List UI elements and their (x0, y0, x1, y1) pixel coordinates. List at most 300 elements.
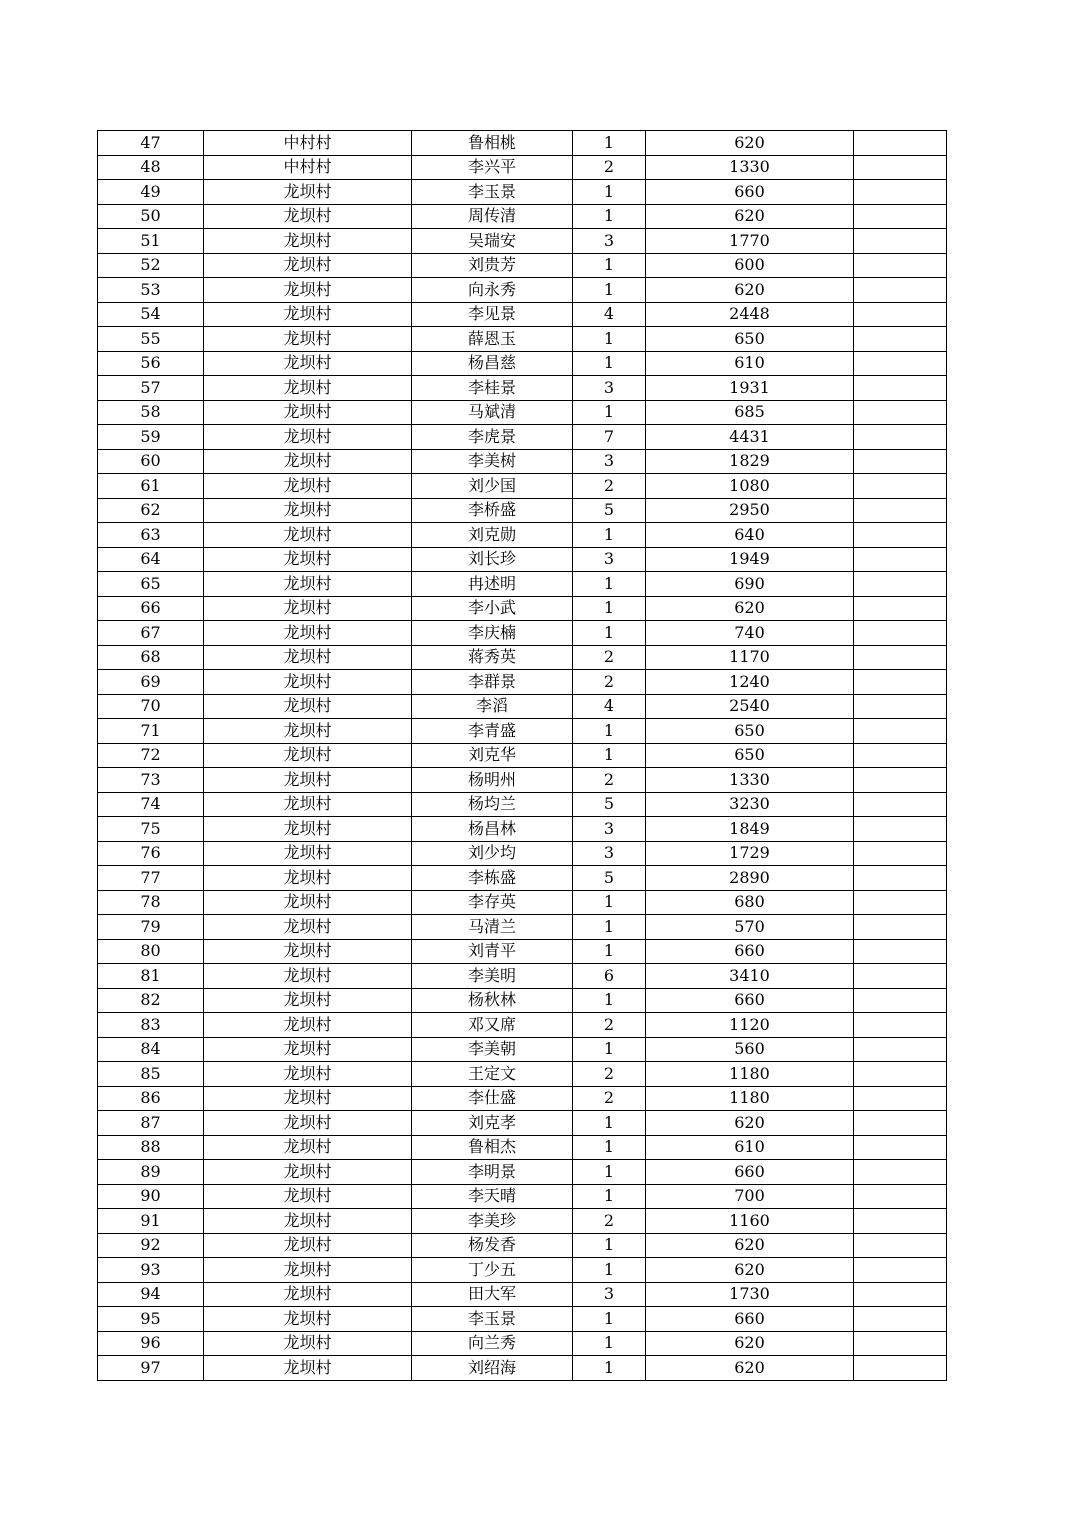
table-row (98, 939, 947, 964)
table-row (98, 400, 947, 425)
household-count-cell: 1 (573, 204, 646, 229)
note-cell (854, 694, 947, 719)
amount-cell: 2890 (646, 866, 854, 891)
amount-cell: 2448 (646, 302, 854, 327)
name-cell: 李兴平 (412, 155, 573, 180)
village-cell: 龙坝村 (204, 302, 412, 327)
village-cell: 龙坝村 (204, 719, 412, 744)
name-cell: 王定文 (412, 1062, 573, 1087)
village-cell: 龙坝村 (204, 694, 412, 719)
amount-cell: 1240 (646, 670, 854, 695)
row-number-cell: 80 (98, 939, 204, 964)
note-cell (854, 817, 947, 842)
village-cell: 龙坝村 (204, 498, 412, 523)
village-cell: 龙坝村 (204, 1258, 412, 1283)
name-cell: 杨明州 (412, 768, 573, 793)
row-number-cell: 74 (98, 792, 204, 817)
village-cell: 龙坝村 (204, 645, 412, 670)
village-cell: 龙坝村 (204, 768, 412, 793)
household-count-cell: 2 (573, 645, 646, 670)
name-cell: 吴瑞安 (412, 229, 573, 254)
row-number-cell: 64 (98, 547, 204, 572)
village-cell: 龙坝村 (204, 915, 412, 940)
household-count-cell: 4 (573, 302, 646, 327)
note-cell (854, 229, 947, 254)
row-number-cell: 73 (98, 768, 204, 793)
household-count-cell: 6 (573, 964, 646, 989)
row-number-cell: 87 (98, 1111, 204, 1136)
table-row (98, 547, 947, 572)
household-count-cell: 3 (573, 229, 646, 254)
table-row (98, 719, 947, 744)
amount-cell: 610 (646, 1135, 854, 1160)
note-cell (854, 1013, 947, 1038)
village-cell: 龙坝村 (204, 547, 412, 572)
village-cell: 龙坝村 (204, 939, 412, 964)
name-cell: 蒋秀英 (412, 645, 573, 670)
row-number-cell: 88 (98, 1135, 204, 1160)
note-cell (854, 915, 947, 940)
note-cell (854, 1307, 947, 1332)
household-count-cell: 2 (573, 1062, 646, 1087)
note-cell (854, 278, 947, 303)
village-cell: 龙坝村 (204, 1233, 412, 1258)
amount-cell: 620 (646, 596, 854, 621)
amount-cell: 620 (646, 1356, 854, 1381)
note-cell (854, 890, 947, 915)
amount-cell: 650 (646, 719, 854, 744)
amount-cell: 680 (646, 890, 854, 915)
row-number-cell: 68 (98, 645, 204, 670)
table-row (98, 743, 947, 768)
table-row (98, 278, 947, 303)
row-number-cell: 63 (98, 523, 204, 548)
village-cell: 龙坝村 (204, 400, 412, 425)
village-cell: 龙坝村 (204, 253, 412, 278)
name-cell: 邓又席 (412, 1013, 573, 1038)
table-row (98, 425, 947, 450)
note-cell (854, 1233, 947, 1258)
table-row (98, 792, 947, 817)
village-cell: 龙坝村 (204, 376, 412, 401)
amount-cell: 2540 (646, 694, 854, 719)
name-cell: 向永秀 (412, 278, 573, 303)
row-number-cell: 90 (98, 1184, 204, 1209)
row-number-cell: 69 (98, 670, 204, 695)
note-cell (854, 866, 947, 891)
name-cell: 刘青平 (412, 939, 573, 964)
table-row (98, 1233, 947, 1258)
amount-cell: 660 (646, 1160, 854, 1185)
amount-cell: 650 (646, 743, 854, 768)
household-count-cell: 1 (573, 1184, 646, 1209)
amount-cell: 740 (646, 621, 854, 646)
village-cell: 龙坝村 (204, 817, 412, 842)
name-cell: 李见景 (412, 302, 573, 327)
table-row (98, 498, 947, 523)
amount-cell: 620 (646, 278, 854, 303)
household-count-cell: 2 (573, 1013, 646, 1038)
household-count-cell: 1 (573, 1135, 646, 1160)
amount-cell: 560 (646, 1037, 854, 1062)
name-cell: 李存英 (412, 890, 573, 915)
row-number-cell: 70 (98, 694, 204, 719)
name-cell: 刘克勋 (412, 523, 573, 548)
table-row (98, 1331, 947, 1356)
household-count-cell: 1 (573, 131, 646, 156)
table-row (98, 253, 947, 278)
note-cell (854, 1258, 947, 1283)
row-number-cell: 49 (98, 180, 204, 205)
village-cell: 龙坝村 (204, 670, 412, 695)
table-row (98, 1160, 947, 1185)
table-row (98, 474, 947, 499)
row-number-cell: 82 (98, 988, 204, 1013)
household-count-cell: 1 (573, 596, 646, 621)
note-cell (854, 719, 947, 744)
name-cell: 李桂景 (412, 376, 573, 401)
village-cell: 龙坝村 (204, 1282, 412, 1307)
table-row (98, 988, 947, 1013)
amount-cell: 640 (646, 523, 854, 548)
amount-cell: 660 (646, 1307, 854, 1332)
row-number-cell: 62 (98, 498, 204, 523)
household-count-cell: 3 (573, 547, 646, 572)
amount-cell: 620 (646, 1111, 854, 1136)
village-cell: 龙坝村 (204, 792, 412, 817)
note-cell (854, 670, 947, 695)
table-row (98, 1307, 947, 1332)
household-count-cell: 5 (573, 866, 646, 891)
household-count-cell: 1 (573, 180, 646, 205)
table-row (98, 351, 947, 376)
note-cell (854, 939, 947, 964)
village-cell: 龙坝村 (204, 351, 412, 376)
village-cell: 龙坝村 (204, 1356, 412, 1381)
village-cell: 龙坝村 (204, 841, 412, 866)
amount-cell: 1949 (646, 547, 854, 572)
row-number-cell: 52 (98, 253, 204, 278)
table-row (98, 890, 947, 915)
note-cell (854, 449, 947, 474)
note-cell (854, 1037, 947, 1062)
row-number-cell: 67 (98, 621, 204, 646)
note-cell (854, 743, 947, 768)
note-cell (854, 351, 947, 376)
row-number-cell: 61 (98, 474, 204, 499)
note-cell (854, 988, 947, 1013)
row-number-cell: 54 (98, 302, 204, 327)
table-row (98, 1356, 947, 1381)
name-cell: 李仕盛 (412, 1086, 573, 1111)
household-count-cell: 1 (573, 1258, 646, 1283)
note-cell (854, 498, 947, 523)
row-number-cell: 83 (98, 1013, 204, 1038)
village-cell: 龙坝村 (204, 890, 412, 915)
note-cell (854, 474, 947, 499)
village-cell: 龙坝村 (204, 449, 412, 474)
household-count-cell: 1 (573, 351, 646, 376)
name-cell: 李滔 (412, 694, 573, 719)
household-count-cell: 2 (573, 474, 646, 499)
amount-cell: 685 (646, 400, 854, 425)
name-cell: 刘少均 (412, 841, 573, 866)
name-cell: 鲁相杰 (412, 1135, 573, 1160)
amount-cell: 3410 (646, 964, 854, 989)
name-cell: 刘长珍 (412, 547, 573, 572)
table-row (98, 964, 947, 989)
name-cell: 马斌清 (412, 400, 573, 425)
household-count-cell: 1 (573, 1331, 646, 1356)
household-count-cell: 1 (573, 939, 646, 964)
note-cell (854, 547, 947, 572)
amount-cell: 1180 (646, 1062, 854, 1087)
amount-cell: 690 (646, 572, 854, 597)
amount-cell: 2950 (646, 498, 854, 523)
row-number-cell: 57 (98, 376, 204, 401)
name-cell: 李桥盛 (412, 498, 573, 523)
table-row (98, 1209, 947, 1234)
village-cell: 龙坝村 (204, 1037, 412, 1062)
household-count-cell: 1 (573, 1307, 646, 1332)
amount-cell: 660 (646, 988, 854, 1013)
row-number-cell: 95 (98, 1307, 204, 1332)
name-cell: 杨均兰 (412, 792, 573, 817)
note-cell (854, 768, 947, 793)
row-number-cell: 71 (98, 719, 204, 744)
row-number-cell: 59 (98, 425, 204, 450)
name-cell: 刘克孝 (412, 1111, 573, 1136)
table-row (98, 645, 947, 670)
household-count-cell: 1 (573, 1111, 646, 1136)
table-row (98, 180, 947, 205)
household-count-cell: 1 (573, 278, 646, 303)
row-number-cell: 94 (98, 1282, 204, 1307)
name-cell: 薛恩玉 (412, 327, 573, 352)
note-cell (854, 400, 947, 425)
name-cell: 向兰秀 (412, 1331, 573, 1356)
name-cell: 李玉景 (412, 180, 573, 205)
table-row (98, 449, 947, 474)
table-row (98, 1013, 947, 1038)
name-cell: 李天晴 (412, 1184, 573, 1209)
amount-cell: 650 (646, 327, 854, 352)
household-count-cell: 1 (573, 621, 646, 646)
row-number-cell: 58 (98, 400, 204, 425)
village-cell: 龙坝村 (204, 278, 412, 303)
row-number-cell: 89 (98, 1160, 204, 1185)
table-row (98, 155, 947, 180)
row-number-cell: 85 (98, 1062, 204, 1087)
household-count-cell: 3 (573, 817, 646, 842)
note-cell (854, 1086, 947, 1111)
household-count-cell: 7 (573, 425, 646, 450)
note-cell (854, 253, 947, 278)
table-row (98, 327, 947, 352)
village-cell: 龙坝村 (204, 1111, 412, 1136)
name-cell: 冉述明 (412, 572, 573, 597)
village-cell: 龙坝村 (204, 204, 412, 229)
name-cell: 刘贵芳 (412, 253, 573, 278)
household-count-cell: 1 (573, 400, 646, 425)
table-row (98, 376, 947, 401)
note-cell (854, 131, 947, 156)
table-row (98, 866, 947, 891)
table-row (98, 1062, 947, 1087)
data-table (97, 130, 947, 1381)
name-cell: 杨秋林 (412, 988, 573, 1013)
household-count-cell: 1 (573, 890, 646, 915)
note-cell (854, 964, 947, 989)
household-count-cell: 2 (573, 1086, 646, 1111)
amount-cell: 3230 (646, 792, 854, 817)
name-cell: 李群景 (412, 670, 573, 695)
row-number-cell: 81 (98, 964, 204, 989)
note-cell (854, 621, 947, 646)
amount-cell: 1330 (646, 155, 854, 180)
amount-cell: 660 (646, 939, 854, 964)
household-count-cell: 2 (573, 768, 646, 793)
table-row (98, 694, 947, 719)
row-number-cell: 53 (98, 278, 204, 303)
name-cell: 李青盛 (412, 719, 573, 744)
household-count-cell: 2 (573, 155, 646, 180)
note-cell (854, 596, 947, 621)
note-cell (854, 425, 947, 450)
amount-cell: 1160 (646, 1209, 854, 1234)
table-row (98, 1282, 947, 1307)
village-cell: 龙坝村 (204, 964, 412, 989)
row-number-cell: 56 (98, 351, 204, 376)
village-cell: 龙坝村 (204, 1184, 412, 1209)
row-number-cell: 91 (98, 1209, 204, 1234)
household-count-cell: 2 (573, 1209, 646, 1234)
table-row (98, 768, 947, 793)
village-cell: 龙坝村 (204, 1013, 412, 1038)
amount-cell: 1330 (646, 768, 854, 793)
name-cell: 杨昌慈 (412, 351, 573, 376)
table-row (98, 1258, 947, 1283)
amount-cell: 1829 (646, 449, 854, 474)
name-cell: 李庆楠 (412, 621, 573, 646)
village-cell: 龙坝村 (204, 1062, 412, 1087)
note-cell (854, 572, 947, 597)
household-count-cell: 1 (573, 1160, 646, 1185)
name-cell: 鲁相桃 (412, 131, 573, 156)
note-cell (854, 302, 947, 327)
household-count-cell: 3 (573, 1282, 646, 1307)
row-number-cell: 84 (98, 1037, 204, 1062)
household-count-cell: 5 (573, 792, 646, 817)
note-cell (854, 523, 947, 548)
table-row (98, 131, 947, 156)
name-cell: 李明景 (412, 1160, 573, 1185)
village-cell: 龙坝村 (204, 523, 412, 548)
household-count-cell: 3 (573, 841, 646, 866)
amount-cell: 610 (646, 351, 854, 376)
row-number-cell: 66 (98, 596, 204, 621)
table-row (98, 670, 947, 695)
row-number-cell: 97 (98, 1356, 204, 1381)
name-cell: 丁少五 (412, 1258, 573, 1283)
row-number-cell: 96 (98, 1331, 204, 1356)
table-row (98, 229, 947, 254)
amount-cell: 620 (646, 131, 854, 156)
household-count-cell: 1 (573, 988, 646, 1013)
village-cell: 龙坝村 (204, 866, 412, 891)
village-cell: 龙坝村 (204, 1135, 412, 1160)
row-number-cell: 86 (98, 1086, 204, 1111)
row-number-cell: 79 (98, 915, 204, 940)
note-cell (854, 1062, 947, 1087)
village-cell: 龙坝村 (204, 596, 412, 621)
amount-cell: 600 (646, 253, 854, 278)
household-count-cell: 3 (573, 449, 646, 474)
amount-cell: 1729 (646, 841, 854, 866)
amount-cell: 1730 (646, 1282, 854, 1307)
name-cell: 杨发香 (412, 1233, 573, 1258)
village-cell: 中村村 (204, 131, 412, 156)
note-cell (854, 180, 947, 205)
name-cell: 周传清 (412, 204, 573, 229)
note-cell (854, 1209, 947, 1234)
row-number-cell: 92 (98, 1233, 204, 1258)
note-cell (854, 645, 947, 670)
village-cell: 龙坝村 (204, 229, 412, 254)
name-cell: 刘少国 (412, 474, 573, 499)
row-number-cell: 78 (98, 890, 204, 915)
amount-cell: 570 (646, 915, 854, 940)
name-cell: 刘克华 (412, 743, 573, 768)
table-row (98, 1086, 947, 1111)
amount-cell: 660 (646, 180, 854, 205)
row-number-cell: 55 (98, 327, 204, 352)
note-cell (854, 1111, 947, 1136)
village-cell: 龙坝村 (204, 621, 412, 646)
row-number-cell: 93 (98, 1258, 204, 1283)
village-cell: 龙坝村 (204, 988, 412, 1013)
note-cell (854, 155, 947, 180)
amount-cell: 700 (646, 1184, 854, 1209)
table-row (98, 841, 947, 866)
village-cell: 龙坝村 (204, 743, 412, 768)
row-number-cell: 72 (98, 743, 204, 768)
household-count-cell: 1 (573, 327, 646, 352)
village-cell: 龙坝村 (204, 327, 412, 352)
row-number-cell: 50 (98, 204, 204, 229)
name-cell: 李美朝 (412, 1037, 573, 1062)
amount-cell: 1080 (646, 474, 854, 499)
table-body (98, 131, 947, 1381)
row-number-cell: 65 (98, 572, 204, 597)
amount-cell: 620 (646, 1258, 854, 1283)
name-cell: 李虎景 (412, 425, 573, 450)
note-cell (854, 792, 947, 817)
table-row (98, 1135, 947, 1160)
village-cell: 龙坝村 (204, 1160, 412, 1185)
row-number-cell: 51 (98, 229, 204, 254)
village-cell: 中村村 (204, 155, 412, 180)
village-cell: 龙坝村 (204, 180, 412, 205)
household-count-cell: 1 (573, 572, 646, 597)
household-count-cell: 1 (573, 1356, 646, 1381)
name-cell: 李栋盛 (412, 866, 573, 891)
row-number-cell: 76 (98, 841, 204, 866)
note-cell (854, 327, 947, 352)
household-count-cell: 1 (573, 253, 646, 278)
note-cell (854, 1356, 947, 1381)
name-cell: 李美珍 (412, 1209, 573, 1234)
